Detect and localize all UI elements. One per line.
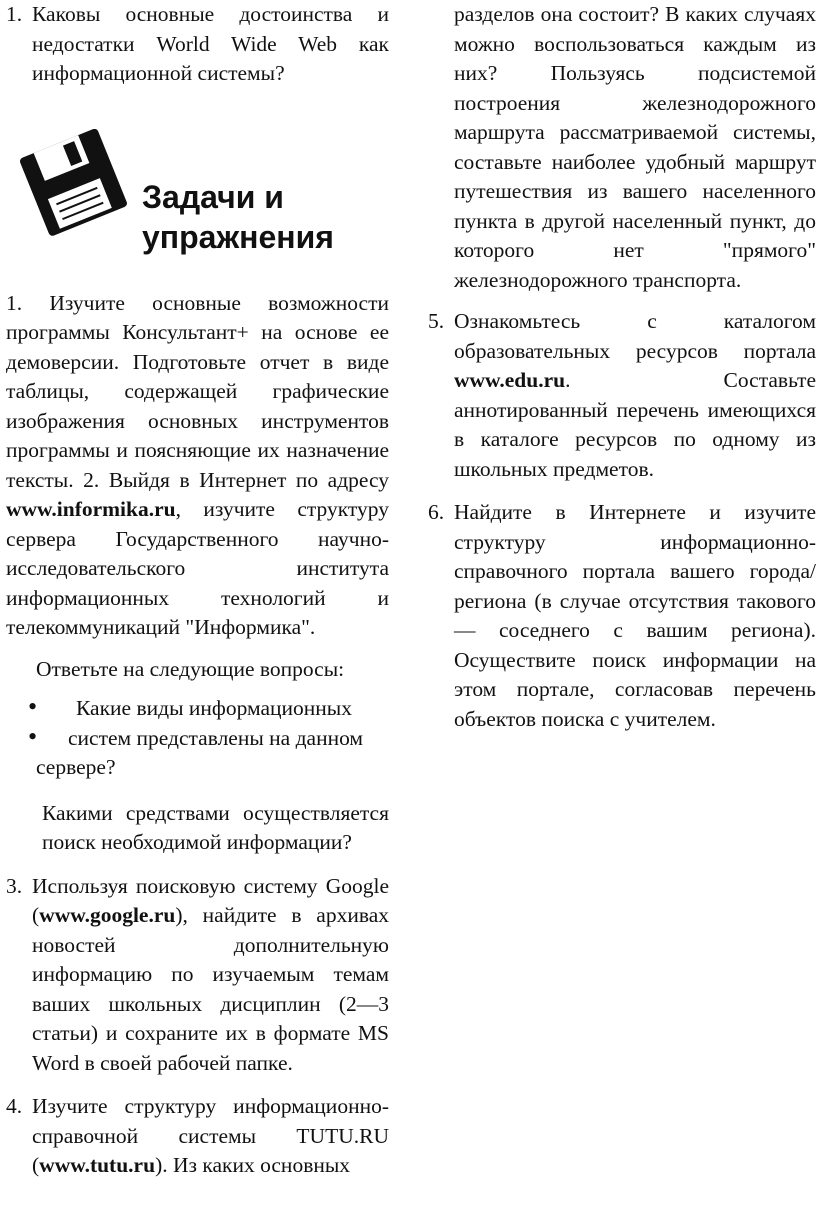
item-number: 3. bbox=[6, 873, 23, 898]
item-number: 4. bbox=[6, 1094, 23, 1118]
item-text: Найдите в Интернете и изучите структуру информационно-справочного портала вашего города/региона (в случае отсутствия такового — соседнего с вашим региона). Осуществите поиск информации на этом портале, согласовав перечень объектов поиска с учителем. bbox=[454, 500, 816, 731]
item-number: 6. bbox=[428, 500, 445, 524]
bullet-icon: • bbox=[28, 692, 38, 721]
list-item: • Какие виды информационных bbox=[6, 694, 389, 724]
task-4-continued: разделов она состоит? В каких случаях можно воспользоваться каждым из них? Пользуясь подсистемой построения железнодорожного маршрута рассматриваемой системы, составьте наиболее удобный маршрут путешествия из вашего населенного пункта в другой населенный пункт, до которого нет "прямого" железнодорожного транспорта. bbox=[454, 2, 816, 292]
section-title: Задачи и упражнения bbox=[142, 178, 334, 255]
list-item-wrap: сервере? bbox=[36, 755, 116, 779]
left-column bbox=[6, 0, 389, 1181]
link-informika: www.informika.ru bbox=[6, 497, 176, 521]
link-google: www.google.ru bbox=[39, 903, 176, 927]
task-1-2: 1. Изучите основные возможности программы Консультант+ на основе ее демоверсии. Подготовьте отчет в виде таблицы, содержащей графические изображения основных инструментов программы и поясняющие их назначение тексты. 2. Выйдя в Интернет по адресу www.informika.ru, изучите структуру сервера Государственного научно-исследовательского института информационных технологий и телекоммуникаций "Информика". bbox=[6, 290, 389, 639]
link-edu: www.edu.ru bbox=[454, 368, 566, 392]
task-3: 3. Используя поисковую систему Google (www.google.ru), найдите в архивах новостей дополнительную информацию по изучаемым темам ваших школьных дисциплин (2—3 статьи) и сохраните их в формате MS Word в своей рабочей папке. bbox=[6, 873, 389, 1075]
item-number: 1. bbox=[6, 2, 23, 26]
section-header bbox=[6, 129, 389, 279]
answer-intro: Ответьте на следующие вопросы: bbox=[36, 656, 345, 681]
list-item: • систем представлены на данном bbox=[6, 724, 389, 754]
item-number: 5. bbox=[428, 309, 445, 333]
task-5: 5. Ознакомьтесь с каталогом образовательных ресурсов портала www.edu.ru. Составьте аннотированный перечень имеющихся в каталоге ресурсов по одному из школьных предметов. bbox=[428, 309, 816, 481]
bullet-list bbox=[6, 694, 389, 783]
link-tutu: www.tutu.ru bbox=[39, 1153, 156, 1177]
task-6 bbox=[428, 498, 816, 734]
right-column bbox=[428, 0, 816, 734]
review-question-1 bbox=[6, 0, 389, 89]
bullet-icon: • bbox=[28, 721, 38, 751]
question-2: Какими средствами осуществляется поиск необходимой информации? bbox=[42, 800, 389, 854]
floppy-disk-icon bbox=[10, 129, 134, 239]
task-4: 4. Изучите структуру информационно-справочной системы TUTU.RU (www.tutu.ru). Из каких основных bbox=[6, 1094, 389, 1177]
item-text: Каковы основные достоинства и недостатки World Wide Web как информационной системы? bbox=[32, 2, 389, 85]
